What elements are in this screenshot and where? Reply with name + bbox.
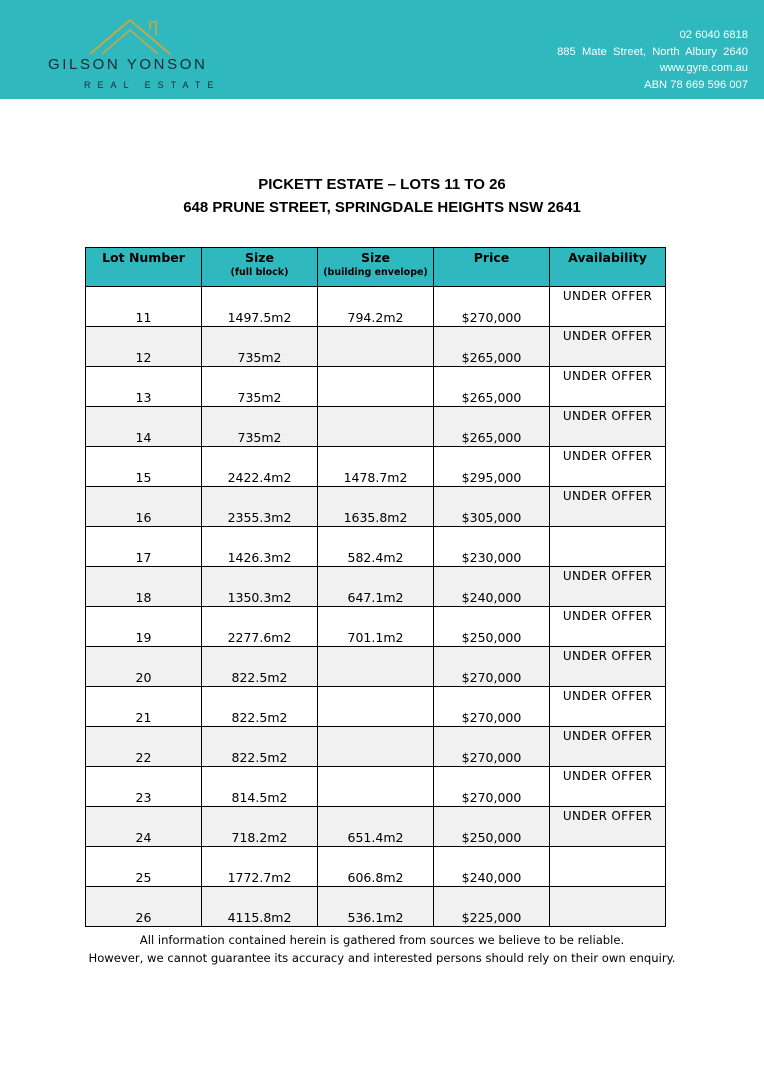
availability-cell: UNDER OFFER xyxy=(550,407,666,447)
table-row xyxy=(86,687,666,727)
price-cell: $295,000 xyxy=(434,447,550,487)
house-roof-logo-icon xyxy=(88,16,172,56)
table-row xyxy=(86,487,666,527)
lot-number-cell: 12 xyxy=(86,327,202,367)
lot-number-cell: 16 xyxy=(86,487,202,527)
document-title xyxy=(0,173,764,219)
price-cell: $250,000 xyxy=(434,607,550,647)
price-cell: $270,000 xyxy=(434,727,550,767)
contact-phone: 02 6040 6818 xyxy=(679,29,748,41)
disclaimer-line-2: However, we cannot guarantee its accuracy and interested persons should rely on their own enquiry. xyxy=(88,951,676,965)
size-envelope-cell: 582.4m2 xyxy=(318,527,434,567)
lot-number-cell: 21 xyxy=(86,687,202,727)
size-envelope-cell xyxy=(318,327,434,367)
size-envelope-cell xyxy=(318,407,434,447)
price-cell: $270,000 xyxy=(434,647,550,687)
lot-number-cell: 24 xyxy=(86,807,202,847)
header-size-full-sub: (full block) xyxy=(230,267,289,278)
price-cell: $305,000 xyxy=(434,487,550,527)
table-row xyxy=(86,847,666,887)
header-size-full: Size (full block) xyxy=(202,248,318,287)
size-full-cell: 735m2 xyxy=(202,407,318,447)
lot-number-cell: 14 xyxy=(86,407,202,447)
size-envelope-cell: 794.2m2 xyxy=(318,287,434,327)
size-full-cell: 2277.6m2 xyxy=(202,607,318,647)
lot-number-cell: 11 xyxy=(86,287,202,327)
table-row xyxy=(86,447,666,487)
price-cell: $250,000 xyxy=(434,807,550,847)
contact-block xyxy=(557,27,748,93)
availability-cell: UNDER OFFER xyxy=(550,447,666,487)
availability-cell xyxy=(550,527,666,567)
price-cell: $230,000 xyxy=(434,527,550,567)
availability-cell: UNDER OFFER xyxy=(550,687,666,727)
table-row xyxy=(86,647,666,687)
size-envelope-cell: 651.4m2 xyxy=(318,807,434,847)
price-cell: $270,000 xyxy=(434,287,550,327)
logo-name: GILSON YONSON xyxy=(48,56,208,73)
size-full-cell: 2422.4m2 xyxy=(202,447,318,487)
title-line-2: 648 PRUNE STREET, SPRINGDALE HEIGHTS NSW 2641 xyxy=(183,199,581,216)
size-envelope-cell: 1635.8m2 xyxy=(318,487,434,527)
header-availability: Availability xyxy=(550,248,666,287)
lot-number-cell: 19 xyxy=(86,607,202,647)
table-row xyxy=(86,567,666,607)
lot-number-cell: 15 xyxy=(86,447,202,487)
availability-cell: UNDER OFFER xyxy=(550,567,666,607)
header-lot-number: Lot Number xyxy=(86,248,202,287)
table-row xyxy=(86,807,666,847)
price-cell: $240,000 xyxy=(434,567,550,607)
size-full-cell: 4115.8m2 xyxy=(202,887,318,927)
lot-number-cell: 23 xyxy=(86,767,202,807)
size-envelope-cell xyxy=(318,647,434,687)
price-cell: $265,000 xyxy=(434,407,550,447)
table-row xyxy=(86,767,666,807)
contact-address: 885 Mate Street, North Albury 2640 xyxy=(557,45,748,58)
size-envelope-cell: 1478.7m2 xyxy=(318,447,434,487)
size-full-cell: 735m2 xyxy=(202,327,318,367)
lot-number-cell: 17 xyxy=(86,527,202,567)
table-row xyxy=(86,527,666,567)
size-envelope-cell xyxy=(318,687,434,727)
contact-abn: ABN 78 669 596 007 xyxy=(644,78,748,91)
size-full-cell: 2355.3m2 xyxy=(202,487,318,527)
table-row xyxy=(86,607,666,647)
size-envelope-cell: 647.1m2 xyxy=(318,567,434,607)
header-size-envelope-sub: (building envelope) xyxy=(323,267,428,278)
table-row xyxy=(86,287,666,327)
availability-cell: UNDER OFFER xyxy=(550,807,666,847)
availability-cell xyxy=(550,847,666,887)
disclaimer xyxy=(0,931,764,967)
lot-number-cell: 20 xyxy=(86,647,202,687)
lot-number-cell: 22 xyxy=(86,727,202,767)
table-body xyxy=(86,287,666,927)
table-row xyxy=(86,407,666,447)
size-full-cell: 718.2m2 xyxy=(202,807,318,847)
size-full-cell: 814.5m2 xyxy=(202,767,318,807)
table-header-row xyxy=(86,248,666,287)
price-cell: $270,000 xyxy=(434,687,550,727)
availability-cell: UNDER OFFER xyxy=(550,327,666,367)
header-size-envelope: Size (building envelope) xyxy=(318,248,434,287)
size-full-cell: 822.5m2 xyxy=(202,727,318,767)
contact-website: www.gyre.com.au xyxy=(659,62,748,74)
size-full-cell: 1350.3m2 xyxy=(202,567,318,607)
table-row xyxy=(86,367,666,407)
size-envelope-cell xyxy=(318,767,434,807)
size-full-cell: 1426.3m2 xyxy=(202,527,318,567)
logo-subtitle: REAL ESTATE xyxy=(84,80,221,90)
price-cell: $265,000 xyxy=(434,367,550,407)
availability-cell: UNDER OFFER xyxy=(550,647,666,687)
table-row xyxy=(86,887,666,927)
size-full-cell: 822.5m2 xyxy=(202,687,318,727)
size-full-cell: 822.5m2 xyxy=(202,647,318,687)
price-cell: $270,000 xyxy=(434,767,550,807)
price-cell: $265,000 xyxy=(434,327,550,367)
lot-number-cell: 13 xyxy=(86,367,202,407)
table-row xyxy=(86,727,666,767)
page-header xyxy=(0,0,764,99)
size-full-cell: 1497.5m2 xyxy=(202,287,318,327)
size-full-cell: 1772.7m2 xyxy=(202,847,318,887)
lots-table xyxy=(85,247,666,927)
availability-cell: UNDER OFFER xyxy=(550,727,666,767)
lot-number-cell: 18 xyxy=(86,567,202,607)
table-row xyxy=(86,327,666,367)
price-cell: $240,000 xyxy=(434,847,550,887)
size-envelope-cell: 701.1m2 xyxy=(318,607,434,647)
size-envelope-cell: 606.8m2 xyxy=(318,847,434,887)
header-price: Price xyxy=(434,248,550,287)
availability-cell: UNDER OFFER xyxy=(550,287,666,327)
size-full-cell: 735m2 xyxy=(202,367,318,407)
lot-number-cell: 25 xyxy=(86,847,202,887)
disclaimer-line-1: All information contained herein is gathered from sources we believe to be reliable. xyxy=(139,933,625,947)
size-envelope-cell xyxy=(318,727,434,767)
size-envelope-cell xyxy=(318,367,434,407)
availability-cell: UNDER OFFER xyxy=(550,367,666,407)
size-envelope-cell: 536.1m2 xyxy=(318,887,434,927)
availability-cell: UNDER OFFER xyxy=(550,487,666,527)
availability-cell: UNDER OFFER xyxy=(550,767,666,807)
lot-number-cell: 26 xyxy=(86,887,202,927)
price-cell: $225,000 xyxy=(434,887,550,927)
availability-cell xyxy=(550,887,666,927)
title-line-1: PICKETT ESTATE – LOTS 11 TO 26 xyxy=(258,176,506,193)
availability-cell: UNDER OFFER xyxy=(550,607,666,647)
